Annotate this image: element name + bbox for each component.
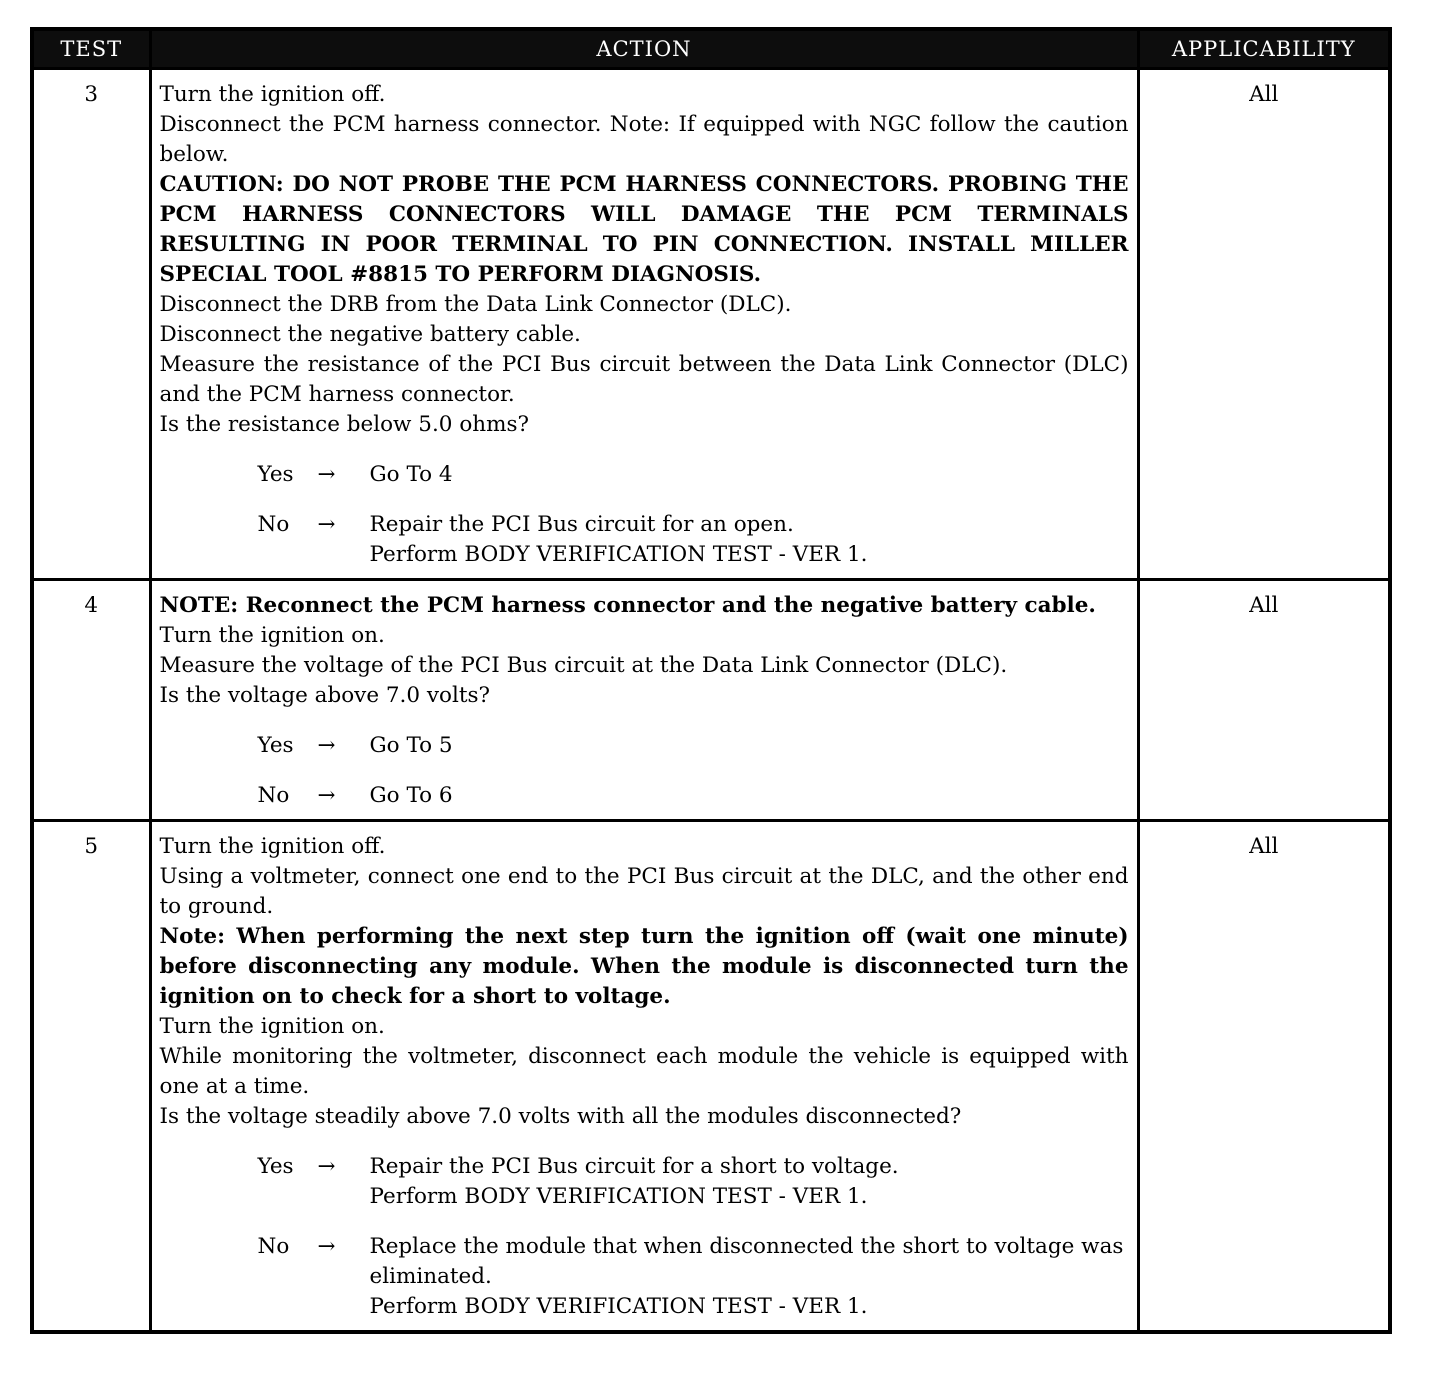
answer-branch	[258, 731, 1129, 761]
header-action: ACTION	[150, 29, 1138, 69]
arrow-right-icon: →	[317, 783, 336, 808]
result-line: Perform BODY VERIFICATION TEST - VER 1.	[369, 1294, 868, 1319]
instruction-line: Disconnect the negative battery cable.	[159, 322, 581, 347]
answer-result	[370, 731, 1129, 761]
instruction-line: Turn the ignition on.	[159, 1014, 385, 1039]
answer-label: No	[257, 783, 290, 808]
result-line: Repair the PCI Bus circuit for a short to voltage.	[369, 1154, 899, 1179]
instruction-line: Using a voltmeter, connect one end to the PCI Bus circuit at the DLC, and the other end to ground.	[159, 864, 1129, 919]
arrow-right-icon: →	[317, 1234, 336, 1259]
answer-branch	[258, 781, 1129, 811]
instruction-line: Turn the ignition off.	[159, 834, 386, 859]
caution-note: NOTE: Reconnect the PCM harness connector and the negative battery cable.	[159, 593, 1096, 618]
result-line: Go To 5	[369, 733, 453, 758]
answer-branch	[258, 460, 1129, 490]
answer-label: Yes	[257, 462, 294, 487]
action-cell	[150, 821, 1138, 1333]
result-line: Repair the PCI Bus circuit for an open.	[369, 512, 794, 537]
answer-label: Yes	[257, 733, 294, 758]
instruction-line: Turn the ignition on.	[159, 623, 385, 648]
answer-result	[370, 781, 1129, 811]
applicability-value: All	[1138, 69, 1390, 580]
action-cell	[150, 580, 1138, 821]
instruction-line: Is the voltage steadily above 7.0 volts with all the modules disconnected?	[159, 1104, 962, 1129]
table-row	[32, 821, 1390, 1333]
arrow-right-icon: →	[317, 1154, 336, 1179]
answer-result	[370, 1152, 1129, 1212]
test-number: 3	[32, 69, 150, 580]
arrow-right-icon: →	[317, 462, 336, 487]
instruction-line: Measure the voltage of the PCI Bus circuit at the Data Link Connector (DLC).	[159, 653, 1008, 678]
test-number: 5	[32, 821, 150, 1333]
instruction-line: Is the resistance below 5.0 ohms?	[159, 412, 530, 437]
caution-note: Note: When performing the next step turn the ignition off (wait one minute) before disconnecting any module. When the module is disconnected turn the ignition on to check for a short to voltage.	[159, 924, 1129, 1009]
instruction-line: Disconnect the DRB from the Data Link Connector (DLC).	[159, 292, 792, 317]
answer-branch	[258, 1152, 1129, 1212]
answer-label: No	[257, 512, 290, 537]
applicability-value: All	[1138, 821, 1390, 1333]
result-line: Perform BODY VERIFICATION TEST - VER 1.	[369, 1184, 868, 1209]
table-body	[32, 69, 1390, 1333]
arrow-right-icon: →	[317, 733, 336, 758]
applicability-value: All	[1138, 580, 1390, 821]
answer-branch	[258, 510, 1129, 570]
caution-note: CAUTION: DO NOT PROBE THE PCM HARNESS CONNECTORS. PROBING THE PCM HARNESS CONNECTORS WILL DAMAGE THE PCM TERMINALS RESULTING IN POOR TERMINAL TO PIN CONNECTION. INSTALL MILLER SPECIAL TOOL #8815 TO PERFORM DIAGNOSIS.	[159, 172, 1129, 287]
answer-result	[370, 1232, 1129, 1322]
diagnostic-test-table	[30, 27, 1392, 1334]
instruction-line: Is the voltage above 7.0 volts?	[159, 683, 491, 708]
table-header-row	[32, 29, 1390, 69]
answer-result	[370, 460, 1129, 490]
instruction-line: Turn the ignition off.	[159, 82, 386, 107]
result-line: Replace the module that when disconnected the short to voltage was eliminated.	[369, 1234, 1124, 1289]
result-line: Go To 4	[369, 462, 453, 487]
table-row	[32, 580, 1390, 821]
instruction-line: Disconnect the PCM harness connector. Note: If equipped with NGC follow the caution below.	[159, 112, 1129, 167]
instruction-line: Measure the resistance of the PCI Bus circuit between the Data Link Connector (DLC) and the PCM harness connector.	[159, 352, 1129, 407]
answer-branch	[258, 1232, 1129, 1322]
answer-label: No	[257, 1234, 290, 1259]
arrow-right-icon: →	[317, 512, 336, 537]
answer-label: Yes	[257, 1154, 294, 1179]
header-applicability: APPLICABILITY	[1138, 29, 1390, 69]
action-cell	[150, 69, 1138, 580]
instruction-line: While monitoring the voltmeter, disconnect each module the vehicle is equipped with one at a time.	[159, 1044, 1129, 1099]
table-row	[32, 69, 1390, 580]
answer-result	[370, 510, 1129, 570]
result-line: Go To 6	[369, 783, 453, 808]
test-number: 4	[32, 580, 150, 821]
header-test: TEST	[32, 29, 150, 69]
result-line: Perform BODY VERIFICATION TEST - VER 1.	[369, 542, 868, 567]
